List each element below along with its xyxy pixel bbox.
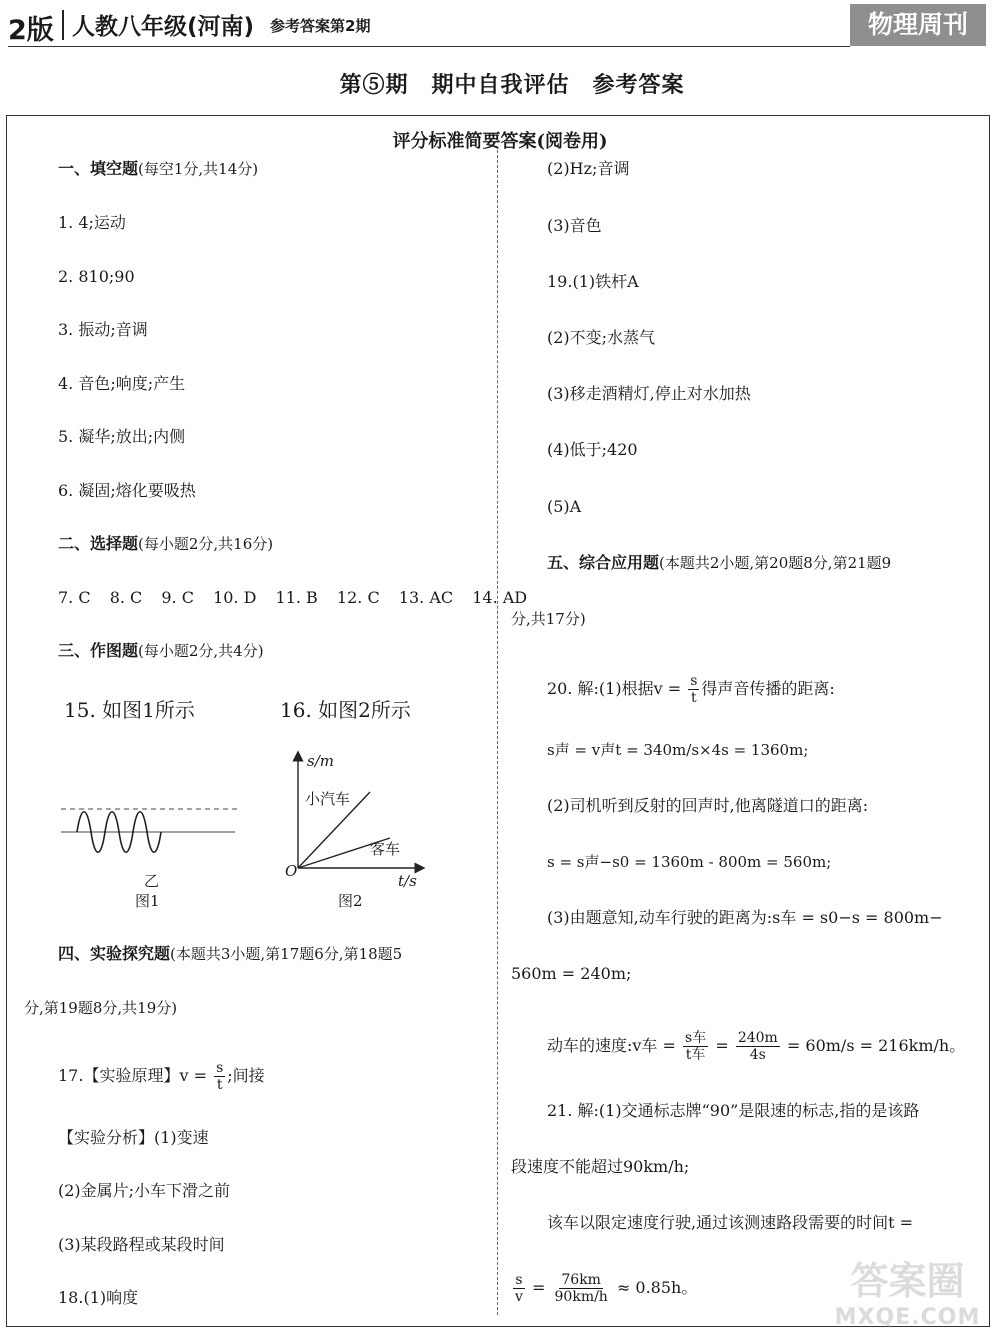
q15-label: 15. 如图1所示 — [64, 698, 195, 722]
answer-3: 3. 振动;音调 — [58, 320, 148, 339]
choice-14: 14. AD — [472, 588, 528, 607]
q19-part5: (5)A — [547, 497, 582, 516]
issue-label: 参考答案第2期 — [270, 17, 371, 35]
watermark-title: 答案圈 — [850, 1259, 965, 1303]
q20-part3-result: 560m = 240m; — [511, 964, 632, 983]
q20-value-fraction: $\frac{240m}{4s}$ — [737, 1030, 778, 1063]
brand-logo: 物理周刊 — [850, 4, 986, 46]
q20-fraction: $\frac{s}{t}$ — [690, 673, 698, 706]
watermark-url: MXQE.COM — [834, 1305, 981, 1330]
q20-part2: (2)司机听到反射的回声时,他离隧道口的距离: — [547, 796, 869, 815]
edition-label: 2版 — [8, 15, 54, 46]
section-2-heading: 二、选择题(每小题2分,共16分) — [58, 534, 274, 553]
figure-1-caption: 图1 — [135, 892, 160, 910]
q21-time-fraction: $\frac{s}{v}$ — [515, 1272, 523, 1305]
choice-10: 10. D — [213, 588, 257, 607]
figure-1-sublabel: 乙 — [144, 872, 160, 890]
figure-2-y-label: s/m — [307, 752, 334, 770]
section-5-heading: 五、综合应用题(本题共2小题,第20题8分,第21题9 — [547, 553, 892, 572]
header-divider — [62, 10, 64, 40]
q18-part3: (3)音色 — [547, 216, 602, 235]
q21-part1: 21. 解:(1)交通标志牌“90”是限速的标志,指的是该路 — [547, 1101, 920, 1120]
q19-part1: 19.(1)铁杆A — [547, 272, 639, 291]
q21-value-fraction: $\frac{76km}{90km/h}$ — [554, 1272, 608, 1305]
figure-2-graph — [280, 748, 430, 883]
choice-9: 9. C — [161, 588, 194, 607]
answer-2: 2. 810;90 — [58, 267, 135, 286]
q16-label: 16. 如图2所示 — [280, 698, 411, 722]
choice-7: 7. C — [58, 588, 91, 607]
frame-title: 评分标准简要答案(阅卷用) — [392, 131, 608, 152]
answer-4: 4. 音色;响度;产生 — [58, 374, 186, 393]
section-4-note: 分,第19题8分,共19分) — [24, 999, 178, 1017]
q20-part3: (3)由题意知,动车行驶的距离为:s车 = s0−s = 800m− — [547, 908, 943, 927]
section-1-heading: 一、填空题(每空1分,共14分) — [58, 159, 259, 178]
header-rule — [8, 46, 850, 47]
answer-6: 6. 凝固;熔化要吸热 — [58, 481, 196, 500]
answer-1: 1. 4;运动 — [58, 213, 126, 232]
q17-principle: 17.【实验原理】v = $\frac{s}{t}$ ;间接 — [58, 1060, 265, 1093]
q18-part2: (2)Hz;音调 — [547, 159, 630, 178]
answer-5: 5. 凝华;放出;内侧 — [58, 427, 186, 446]
choice-12: 12. C — [336, 588, 380, 607]
q21-part1-cont: 段速度不能超过90km/h; — [511, 1157, 690, 1176]
figure-1-wave — [55, 795, 245, 865]
choice-answers — [58, 587, 527, 609]
figure-2-origin: O — [285, 862, 298, 880]
choice-13: 13. AC — [398, 588, 454, 607]
section-3-heading: 三、作图题(每小题2分,共4分) — [58, 641, 264, 660]
q20-speed-fraction: $\frac{\text{s车}}{\text{t车}}$ — [685, 1030, 707, 1063]
q20-part4: 动车的速度:v车 = $\frac{\text{s车}}{\text{t车}}$ = $\frac{240m}{4s}$ = 60m/s = 216km/h。 — [547, 1030, 966, 1063]
q17-part3: (3)某段路程或某段时间 — [58, 1235, 225, 1254]
watermark-logo — [820, 1250, 995, 1335]
q17-part2: (2)金属片;小车下滑之前 — [58, 1181, 231, 1200]
column-divider — [497, 150, 498, 1315]
section-5-note: 分,共17分) — [511, 610, 586, 628]
q17-analysis: 【实验分析】(1)变速 — [58, 1128, 209, 1147]
grade-label: 人教八年级(河南) — [72, 14, 255, 40]
figure-2-x-label: t/s — [398, 872, 417, 890]
q20-part1: 20. 解:(1)根据v = $\frac{s}{t}$ 得声音传播的距离: — [547, 673, 835, 706]
section-4-heading: 四、实验探究题(本题共3小题,第17题6分,第18题5 — [58, 944, 403, 963]
figure-2-caption: 图2 — [338, 892, 363, 910]
page-title: 第⑤期 期中自我评估 参考答案 — [339, 72, 685, 98]
q19-part2: (2)不变;水蒸气 — [547, 328, 656, 347]
q21-part2: 该车以限定速度行驶,通过该测速路段需要的时间t = — [547, 1213, 914, 1232]
q19-part3: (3)移走酒精灯,停止对水加热 — [547, 384, 751, 403]
speed-fraction: $\frac{s}{t}$ — [216, 1060, 224, 1093]
figure-2-car-label: 小汽车 — [305, 790, 351, 808]
q19-part4: (4)低于;420 — [547, 440, 638, 459]
choice-11: 11. B — [275, 588, 318, 607]
q20-equation-1: s声 = v声t = 340m/s×4s = 1360m; — [547, 741, 809, 759]
q21-part2-result: $\frac{s}{v}$ = $\frac{76km}{90km/h}$ ≈ 0.85h。 — [515, 1272, 698, 1305]
q18-part1: 18.(1)响度 — [58, 1288, 139, 1307]
choice-8: 8. C — [109, 588, 143, 607]
figure-2-bus-label: 客车 — [370, 840, 401, 858]
q20-equation-2: s = s声−s0 = 1360m - 800m = 560m; — [547, 853, 832, 871]
